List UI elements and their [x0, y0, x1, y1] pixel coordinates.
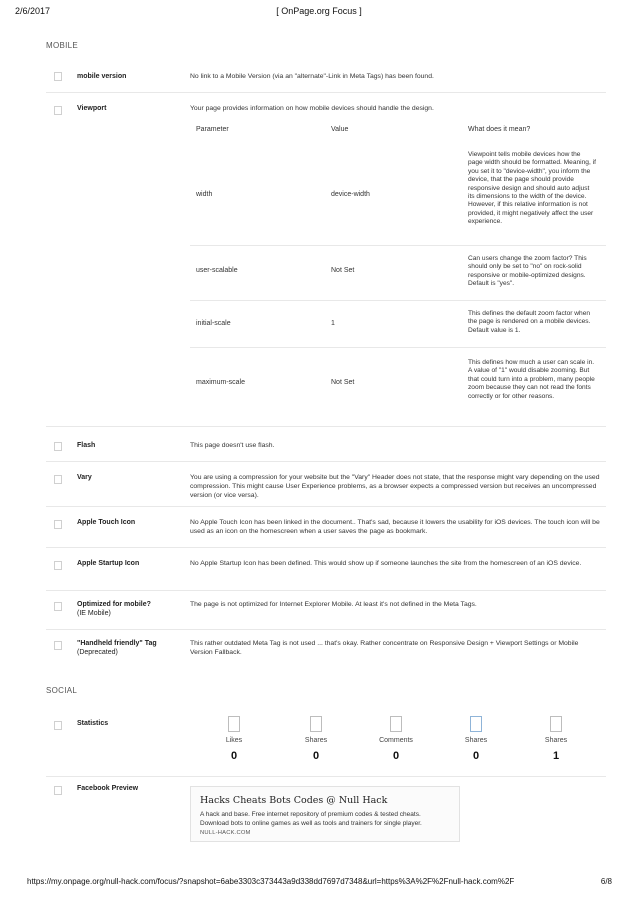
viewport-row	[190, 348, 606, 422]
col-parameter: Parameter	[196, 126, 229, 133]
viewport-value: 1	[331, 320, 335, 327]
viewport-table-header	[190, 120, 606, 140]
viewport-parameter: width	[196, 191, 213, 198]
checkbox-icon[interactable]	[54, 72, 62, 81]
viewport-meaning: Viewpoint tells mobile devices how the page width should be formatted. Meaning, if you set it to "device-width", you inform the device, that the page should provide responsive design and should auto adjust its dimensions to the width of the device. However, if this relative information is not provided, it might negatively affect the user experience.	[468, 151, 596, 226]
preview-description: A hack and base. Free internet repository of premium codes & tested cheats. Download bots to online games as well as tools and trainers for single player.	[200, 811, 422, 827]
viewport-parameter: user-scalable	[196, 267, 238, 274]
stat-likes	[204, 716, 264, 762]
viewport-meaning: This defines the default zoom factor when the page is rendered on a mobile devices. Default value is 1.	[468, 310, 591, 334]
page-number: 6/8	[600, 877, 612, 886]
print-header	[0, 6, 638, 20]
row-text: No link to a Mobile Version (via an "alternate"-Link in Meta Tags) has been found.	[190, 73, 434, 80]
row-vary	[46, 462, 606, 507]
row-mobile-version	[46, 64, 606, 93]
preview-title: Hacks Cheats Bots Codes @ Null Hack	[200, 795, 388, 806]
viewport-value: Not Set	[331, 267, 355, 274]
viewport-row	[190, 301, 606, 348]
print-date: 2/6/2017	[15, 6, 51, 16]
stat-label: Shares	[464, 737, 488, 744]
row-text: The page is not optimized for Internet Explorer Mobile. At least it's not defined in the Meta Tags.	[190, 601, 477, 608]
checkbox-icon[interactable]	[54, 442, 62, 451]
stat-comments	[366, 716, 426, 762]
row-optimized-mobile	[46, 591, 606, 630]
row-flash	[46, 427, 606, 462]
row-text: Your page provides information on how mobile devices should handle the design.	[190, 105, 434, 112]
col-meaning: What does it mean?	[468, 126, 531, 133]
checkbox-icon[interactable]	[54, 602, 62, 611]
stat-label: Shares	[544, 737, 568, 744]
viewport-value: device-width	[331, 191, 370, 198]
row-label: Apple Touch Icon	[77, 519, 136, 526]
row-label-sub: (IE Mobile)	[77, 610, 111, 617]
checkbox-icon[interactable]	[54, 520, 62, 529]
viewport-parameter: maximum-scale	[196, 379, 246, 386]
row-label: Viewport	[77, 105, 107, 112]
viewport-row	[190, 246, 606, 301]
print-url: https://my.onpage.org/null-hack.com/focus/?snapshot=6abe3303c373443a9d338dd7697d7348&url=https%3A%2F%2Fnull-hack.com%2F	[27, 877, 515, 886]
row-apple-touch-icon	[46, 507, 606, 548]
stat-shares-1	[286, 716, 346, 762]
stat-label: Shares	[304, 737, 328, 744]
checkbox-icon[interactable]	[54, 721, 62, 730]
col-value: Value	[331, 126, 349, 133]
row-text: You are using a compression for your website but the "Vary" Header does not state, that the response might vary depending on the used compression. This might cause User Experience problems, as a browser expects a compressed version but receives an uncompressed version (or vice versa).	[190, 474, 600, 499]
row-label-main: Optimized for mobile?	[77, 601, 151, 608]
stat-label: Comments	[379, 737, 413, 744]
facebook-like-icon	[228, 716, 240, 732]
row-label	[77, 600, 187, 618]
stat-shares-2	[446, 716, 506, 762]
facebook-preview-card[interactable]	[190, 786, 460, 842]
stat-value: 0	[230, 750, 238, 762]
section-heading-mobile: MOBILE	[46, 41, 79, 50]
stat-label: Likes	[225, 737, 243, 744]
row-label: Facebook Preview	[77, 785, 139, 792]
viewport-meaning: Can users change the zoom factor? This should only be set to "no" on rock-solid responsive or mobile-optimized designs. Default is "yes".	[468, 255, 587, 288]
checkbox-icon[interactable]	[54, 641, 62, 650]
row-text: This rather outdated Meta Tag is not used ... that's okay. Rather concentrate on Responsive Design + Viewport Settings or Mobile Version Fallback.	[190, 640, 579, 656]
row-label-sub: (Deprecated)	[77, 649, 118, 656]
stat-value: 1	[552, 750, 560, 762]
viewport-parameter: initial-scale	[196, 320, 231, 327]
row-label: Statistics	[77, 720, 109, 727]
row-text: This page doesn't use flash.	[190, 442, 275, 449]
row-apple-startup-icon	[46, 548, 606, 591]
stat-value: 0	[312, 750, 320, 762]
row-label	[77, 639, 187, 657]
stat-shares-3	[526, 716, 586, 762]
checkbox-icon[interactable]	[54, 475, 62, 484]
row-label: Apple Startup Icon	[77, 560, 140, 567]
row-label: mobile version	[77, 73, 127, 80]
viewport-value: Not Set	[331, 379, 355, 386]
row-label: Flash	[77, 442, 96, 449]
print-title: [ OnPage.org Focus ]	[276, 6, 362, 16]
google-plus-icon	[550, 716, 562, 732]
preview-url: NULL-HACK.COM	[200, 830, 251, 836]
row-label-main: "Handheld friendly" Tag	[77, 640, 157, 647]
row-text: No Apple Startup Icon has been defined. This would show up if someone launches the site from the homescreen of an iOS device.	[190, 560, 582, 567]
stat-value: 0	[392, 750, 400, 762]
comment-icon	[390, 716, 402, 732]
row-text: No Apple Touch Icon has been linked in the document.. That's sad, because it lowers the usability for iOS devices. The touch icon will be used as an icon on the homescreen when a user saves the page as bookmark.	[190, 519, 600, 535]
section-heading-social: SOCIAL	[46, 686, 78, 695]
viewport-row	[190, 144, 606, 246]
viewport-meaning: This defines how much a user can scale in. A value of "1" would disable zooming. But that could turn into a problem, many people zoom because they can not read the fonts correctly or for other reasons.	[468, 359, 595, 400]
row-handheld-friendly	[46, 630, 606, 664]
checkbox-icon[interactable]	[54, 106, 62, 115]
checkbox-icon[interactable]	[54, 561, 62, 570]
twitter-icon	[470, 716, 482, 732]
print-footer	[0, 877, 638, 891]
checkbox-icon[interactable]	[54, 786, 62, 795]
share-icon	[310, 716, 322, 732]
stat-value: 0	[472, 750, 480, 762]
row-label: Vary	[77, 474, 92, 481]
